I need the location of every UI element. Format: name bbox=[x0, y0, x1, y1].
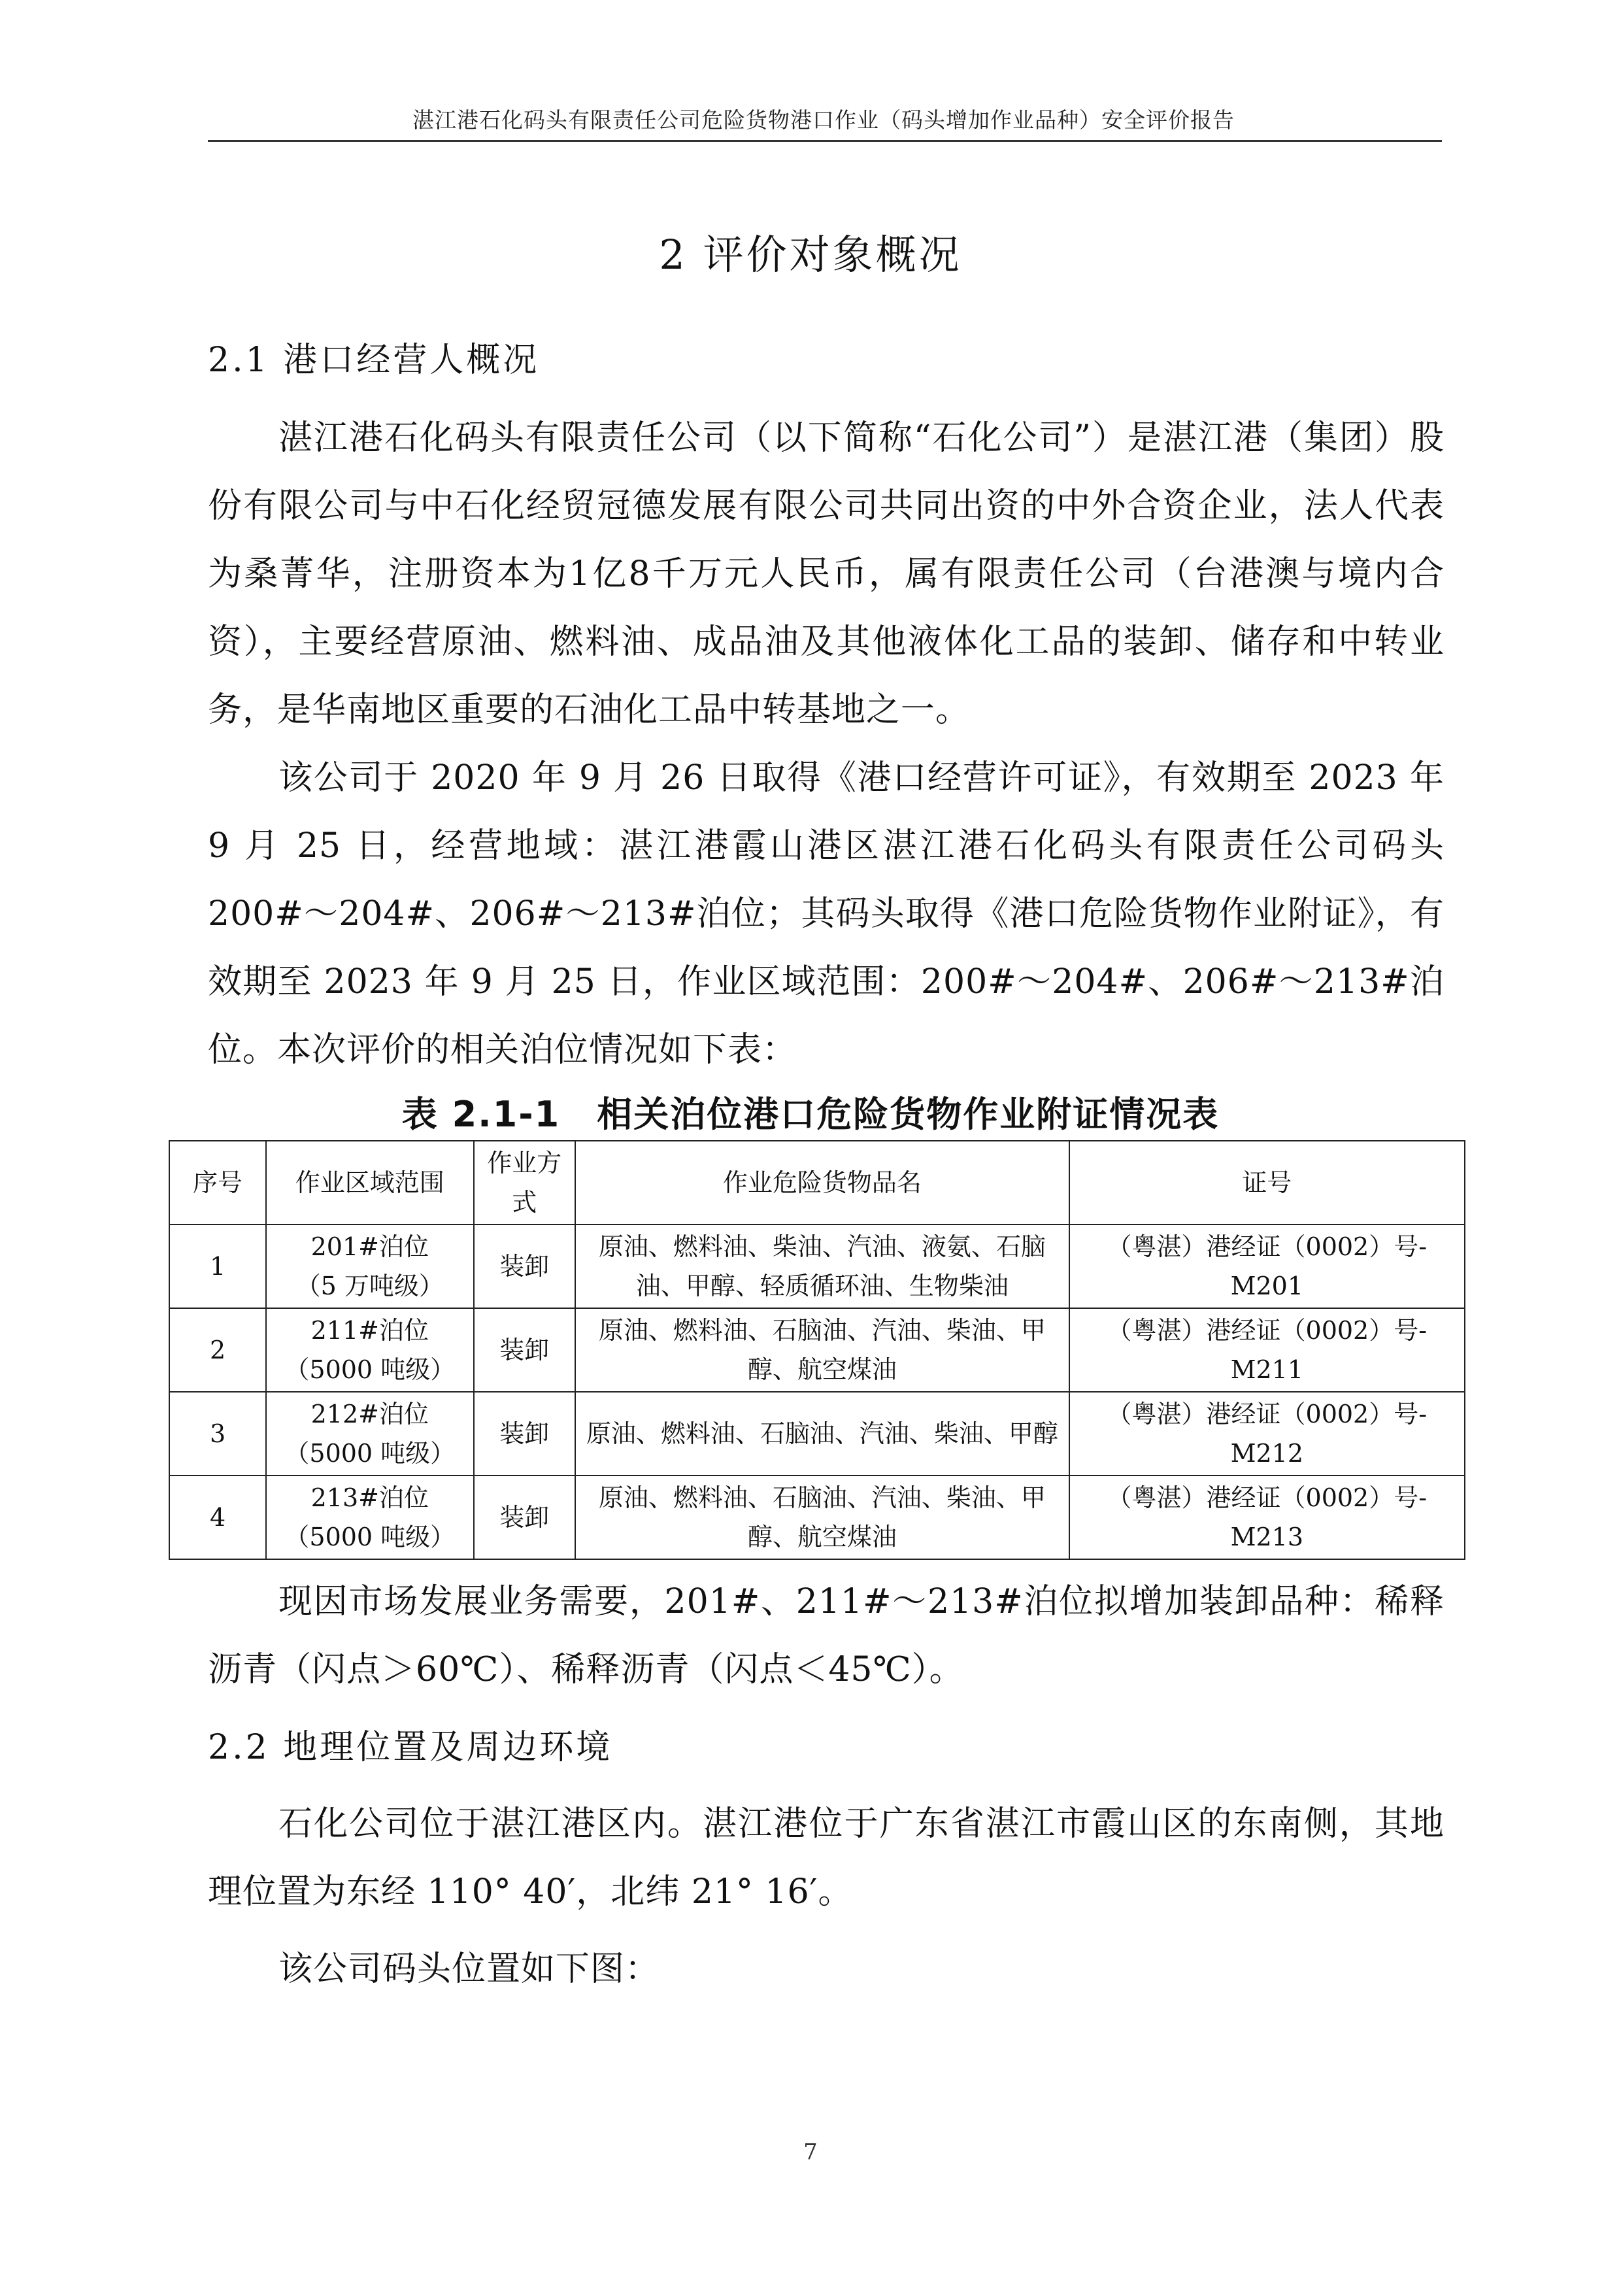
table-row bbox=[169, 1392, 1465, 1476]
row-mode: 装卸 bbox=[474, 1308, 576, 1392]
row-area bbox=[266, 1476, 473, 1559]
row-cargo: 原油、燃料油、柴油、汽油、液氨、石脑油、甲醇、轻质循环油、生物柴油 bbox=[575, 1224, 1069, 1308]
row-no: 3 bbox=[169, 1392, 266, 1476]
table-row bbox=[169, 1308, 1465, 1392]
berth-tonnage: （5 万吨级） bbox=[295, 1272, 444, 1300]
section-2-1-title: 2.1 港口经营人概况 bbox=[208, 341, 540, 380]
berth-tonnage: （5000 吨级） bbox=[284, 1523, 456, 1551]
row-mode: 装卸 bbox=[474, 1224, 576, 1308]
header-area: 作业区域范围 bbox=[266, 1141, 473, 1224]
row-no: 4 bbox=[169, 1476, 266, 1559]
permit-table bbox=[169, 1140, 1465, 1560]
row-cargo: 原油、燃料油、石脑油、汽油、柴油、甲醇 bbox=[575, 1392, 1069, 1476]
paragraph-company-intro: 湛江港石化码头有限责任公司（以下简称“石化公司”）是湛江港（集团）股份有限公司与中石化经贸冠德发展有限公司共同出资的中外合资企业，法人代表为桑菁华，注册资本为1亿8千万元人民币，属有限责任公司（台港澳与境内合资），主要经营原油、燃料油、成品油及其他液体化工品的装卸、储存和中转业务，是华南地区重要的石油化工品中转基地之一。 bbox=[208, 418, 1445, 730]
header-rule bbox=[208, 140, 1442, 142]
header-cargo: 作业危险货物品名 bbox=[575, 1141, 1069, 1224]
row-area bbox=[266, 1224, 473, 1308]
section-2-1-closing bbox=[208, 1568, 1445, 1704]
berth-name: 211#泊位 bbox=[310, 1316, 429, 1345]
row-no: 2 bbox=[169, 1308, 266, 1392]
table-header-row bbox=[169, 1141, 1465, 1224]
row-cert: （粤湛）港经证（0002）号-M201 bbox=[1069, 1224, 1465, 1308]
row-area bbox=[266, 1392, 473, 1476]
row-cert: （粤湛）港经证（0002）号-M212 bbox=[1069, 1392, 1465, 1476]
row-cert: （粤湛）港经证（0002）号-M213 bbox=[1069, 1476, 1465, 1559]
header-cert: 证号 bbox=[1069, 1141, 1465, 1224]
berth-tonnage: （5000 吨级） bbox=[284, 1355, 456, 1384]
running-header: 湛江港石化码头有限责任公司危险货物港口作业（码头增加作业品种）安全评价报告 bbox=[412, 107, 1235, 133]
berth-tonnage: （5000 吨级） bbox=[284, 1439, 456, 1468]
paragraph-new-cargo: 现因市场发展业务需要，201#、211#～213#泊位拟增加装卸品种：稀释沥青（闪点＞60℃）、稀释沥青（闪点＜45℃）。 bbox=[208, 1582, 1445, 1689]
section-2-1-body bbox=[208, 404, 1445, 1084]
paragraph-license: 该公司于 2020 年 9 月 26 日取得《港口经营许可证》，有效期至 2023 年 9 月 25 日，经营地域：湛江港霞山港区湛江港石化码头有限责任公司码头 200#～204#、206#～213#泊位；其码头取得《港口危险货物作业附证》，有效期至 2023 年 9 月 25 日，作业区域范围：200#～204#、206#～213#泊位。本次评价的相关泊位情况如下表： bbox=[208, 758, 1445, 1070]
chapter-title: 2 评价对象概况 bbox=[659, 231, 962, 279]
row-mode: 装卸 bbox=[474, 1476, 576, 1559]
table-caption: 表 2.1-1 相关泊位港口危险货物作业附证情况表 bbox=[401, 1094, 1220, 1135]
row-cargo: 原油、燃料油、石脑油、汽油、柴油、甲醇、航空煤油 bbox=[575, 1308, 1069, 1392]
section-2-2-body bbox=[208, 1790, 1445, 2003]
section-2-2-title: 2.2 地理位置及周边环境 bbox=[208, 1728, 613, 1767]
header-no: 序号 bbox=[169, 1141, 266, 1224]
paragraph-location: 石化公司位于湛江港区内。湛江港位于广东省湛江市霞山区的东南侧，其地理位置为东经 110° 40′，北纬 21° 16′。 bbox=[208, 1804, 1445, 1912]
berth-name: 213#泊位 bbox=[310, 1483, 429, 1512]
row-mode: 装卸 bbox=[474, 1392, 576, 1476]
row-cert: （粤湛）港经证（0002）号-M211 bbox=[1069, 1308, 1465, 1392]
table-row bbox=[169, 1476, 1465, 1559]
row-area bbox=[266, 1308, 473, 1392]
berth-name: 212#泊位 bbox=[310, 1400, 429, 1428]
row-no: 1 bbox=[169, 1224, 266, 1308]
row-cargo: 原油、燃料油、石脑油、汽油、柴油、甲醇、航空煤油 bbox=[575, 1476, 1069, 1559]
page-number: 7 bbox=[803, 2139, 818, 2165]
header-mode: 作业方式 bbox=[474, 1141, 576, 1224]
paragraph-figure-intro: 该公司码头位置如下图： bbox=[278, 1950, 660, 1989]
table-row bbox=[169, 1224, 1465, 1308]
berth-name: 201#泊位 bbox=[310, 1232, 429, 1261]
